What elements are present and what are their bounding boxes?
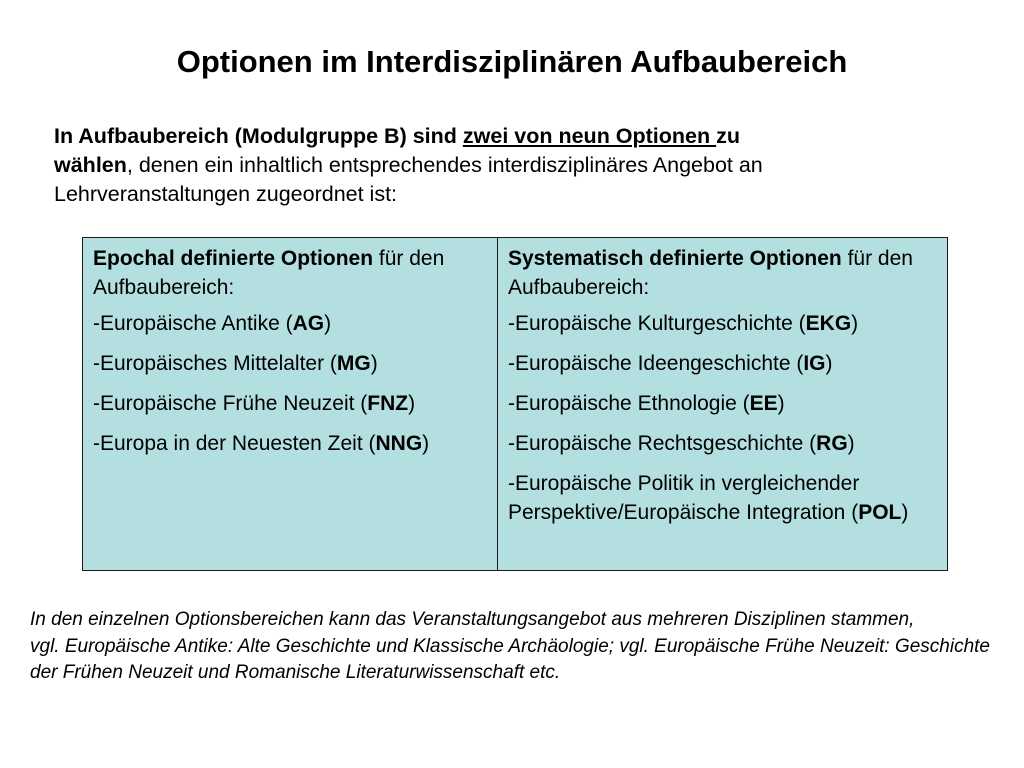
option-item-nng (93, 429, 487, 458)
footnote (30, 607, 995, 687)
option-label: -Europäische Politik in vergleichender Perspektive/Europäische Integration ( (508, 472, 860, 524)
option-label: -Europäische Ideengeschichte ( (508, 352, 804, 375)
option-suffix: ) (408, 392, 416, 415)
option-suffix: ) (825, 352, 833, 375)
option-item-mg (93, 349, 487, 378)
option-label: -Europäische Ethnologie ( (508, 392, 750, 415)
option-suffix: ) (370, 352, 378, 375)
option-item-ekg (508, 309, 937, 338)
option-item-ag (93, 309, 487, 338)
option-item-fnz (93, 389, 487, 418)
footnote-line-1: In den einzelnen Optionsbereichen kann das Veranstaltungsangebot aus mehreren Disziplinen stammen, (30, 609, 915, 630)
option-label: -Europäisches Mittelalter ( (93, 352, 337, 375)
option-label: -Europäische Kulturgeschichte ( (508, 312, 806, 335)
option-item-pol (508, 469, 937, 527)
option-suffix: ) (847, 432, 855, 455)
page-title: Optionen im Interdisziplinären Aufbaubereich (176, 44, 848, 79)
option-item-ee (508, 389, 937, 418)
epochal-heading-bold: Epochal definierte Optionen (93, 247, 374, 270)
option-code: EKG (805, 312, 852, 335)
option-suffix: ) (851, 312, 859, 335)
systematic-options-heading (508, 244, 937, 302)
option-code: POL (858, 501, 902, 524)
intro-text (54, 122, 934, 209)
intro-bold-b: zu (716, 124, 741, 148)
option-code: RG (816, 432, 848, 455)
option-code: NNG (375, 432, 423, 455)
option-label: -Europäische Antike ( (93, 312, 293, 335)
option-code: EE (749, 392, 778, 415)
systematic-heading-bold: Systematisch definierte Optionen (508, 247, 842, 270)
systematic-options-cell (498, 238, 948, 571)
option-label: -Europäische Rechtsgeschichte ( (508, 432, 817, 455)
epochal-heading-rest: für den Aufbaubereich: (93, 247, 445, 299)
option-label: -Europa in der Neuesten Zeit ( (93, 432, 376, 455)
option-suffix: ) (777, 392, 785, 415)
epochal-options-cell (83, 238, 498, 571)
option-code: IG (803, 352, 826, 375)
option-code: FNZ (367, 392, 409, 415)
option-suffix: ) (422, 432, 430, 455)
systematic-heading-rest: für den Aufbaubereich: (508, 247, 913, 299)
intro-bold-underlined (463, 124, 716, 148)
footnote-line-2: vgl. Europäische Antike: Alte Geschichte und Klassische Archäologie; vgl. Europäische Frühe Neuzeit: Geschichte der Frühen Neuzeit und Romanische Literaturwissenschaft etc. (30, 635, 991, 683)
option-suffix: ) (324, 312, 332, 335)
intro-bold-c: wählen (54, 153, 127, 177)
options-table-row (83, 238, 948, 571)
option-item-ig (508, 349, 937, 378)
epochal-options-heading (93, 244, 487, 302)
option-item-rg (508, 429, 937, 458)
intro-rest: , denen ein inhaltlich entsprechendes interdisziplinäres Angebot an Lehrveranstaltungen zugeordnet ist: (54, 153, 763, 206)
intro-bold-a: In Aufbaubereich (Modulgruppe B) sind (54, 124, 463, 148)
option-code: MG (336, 352, 371, 375)
option-label: -Europäische Frühe Neuzeit ( (93, 392, 368, 415)
option-code: AG (292, 312, 325, 335)
option-suffix: ) (901, 501, 909, 524)
intro-underline: zwei von neun Optionen (462, 124, 717, 148)
options-table (82, 237, 948, 571)
